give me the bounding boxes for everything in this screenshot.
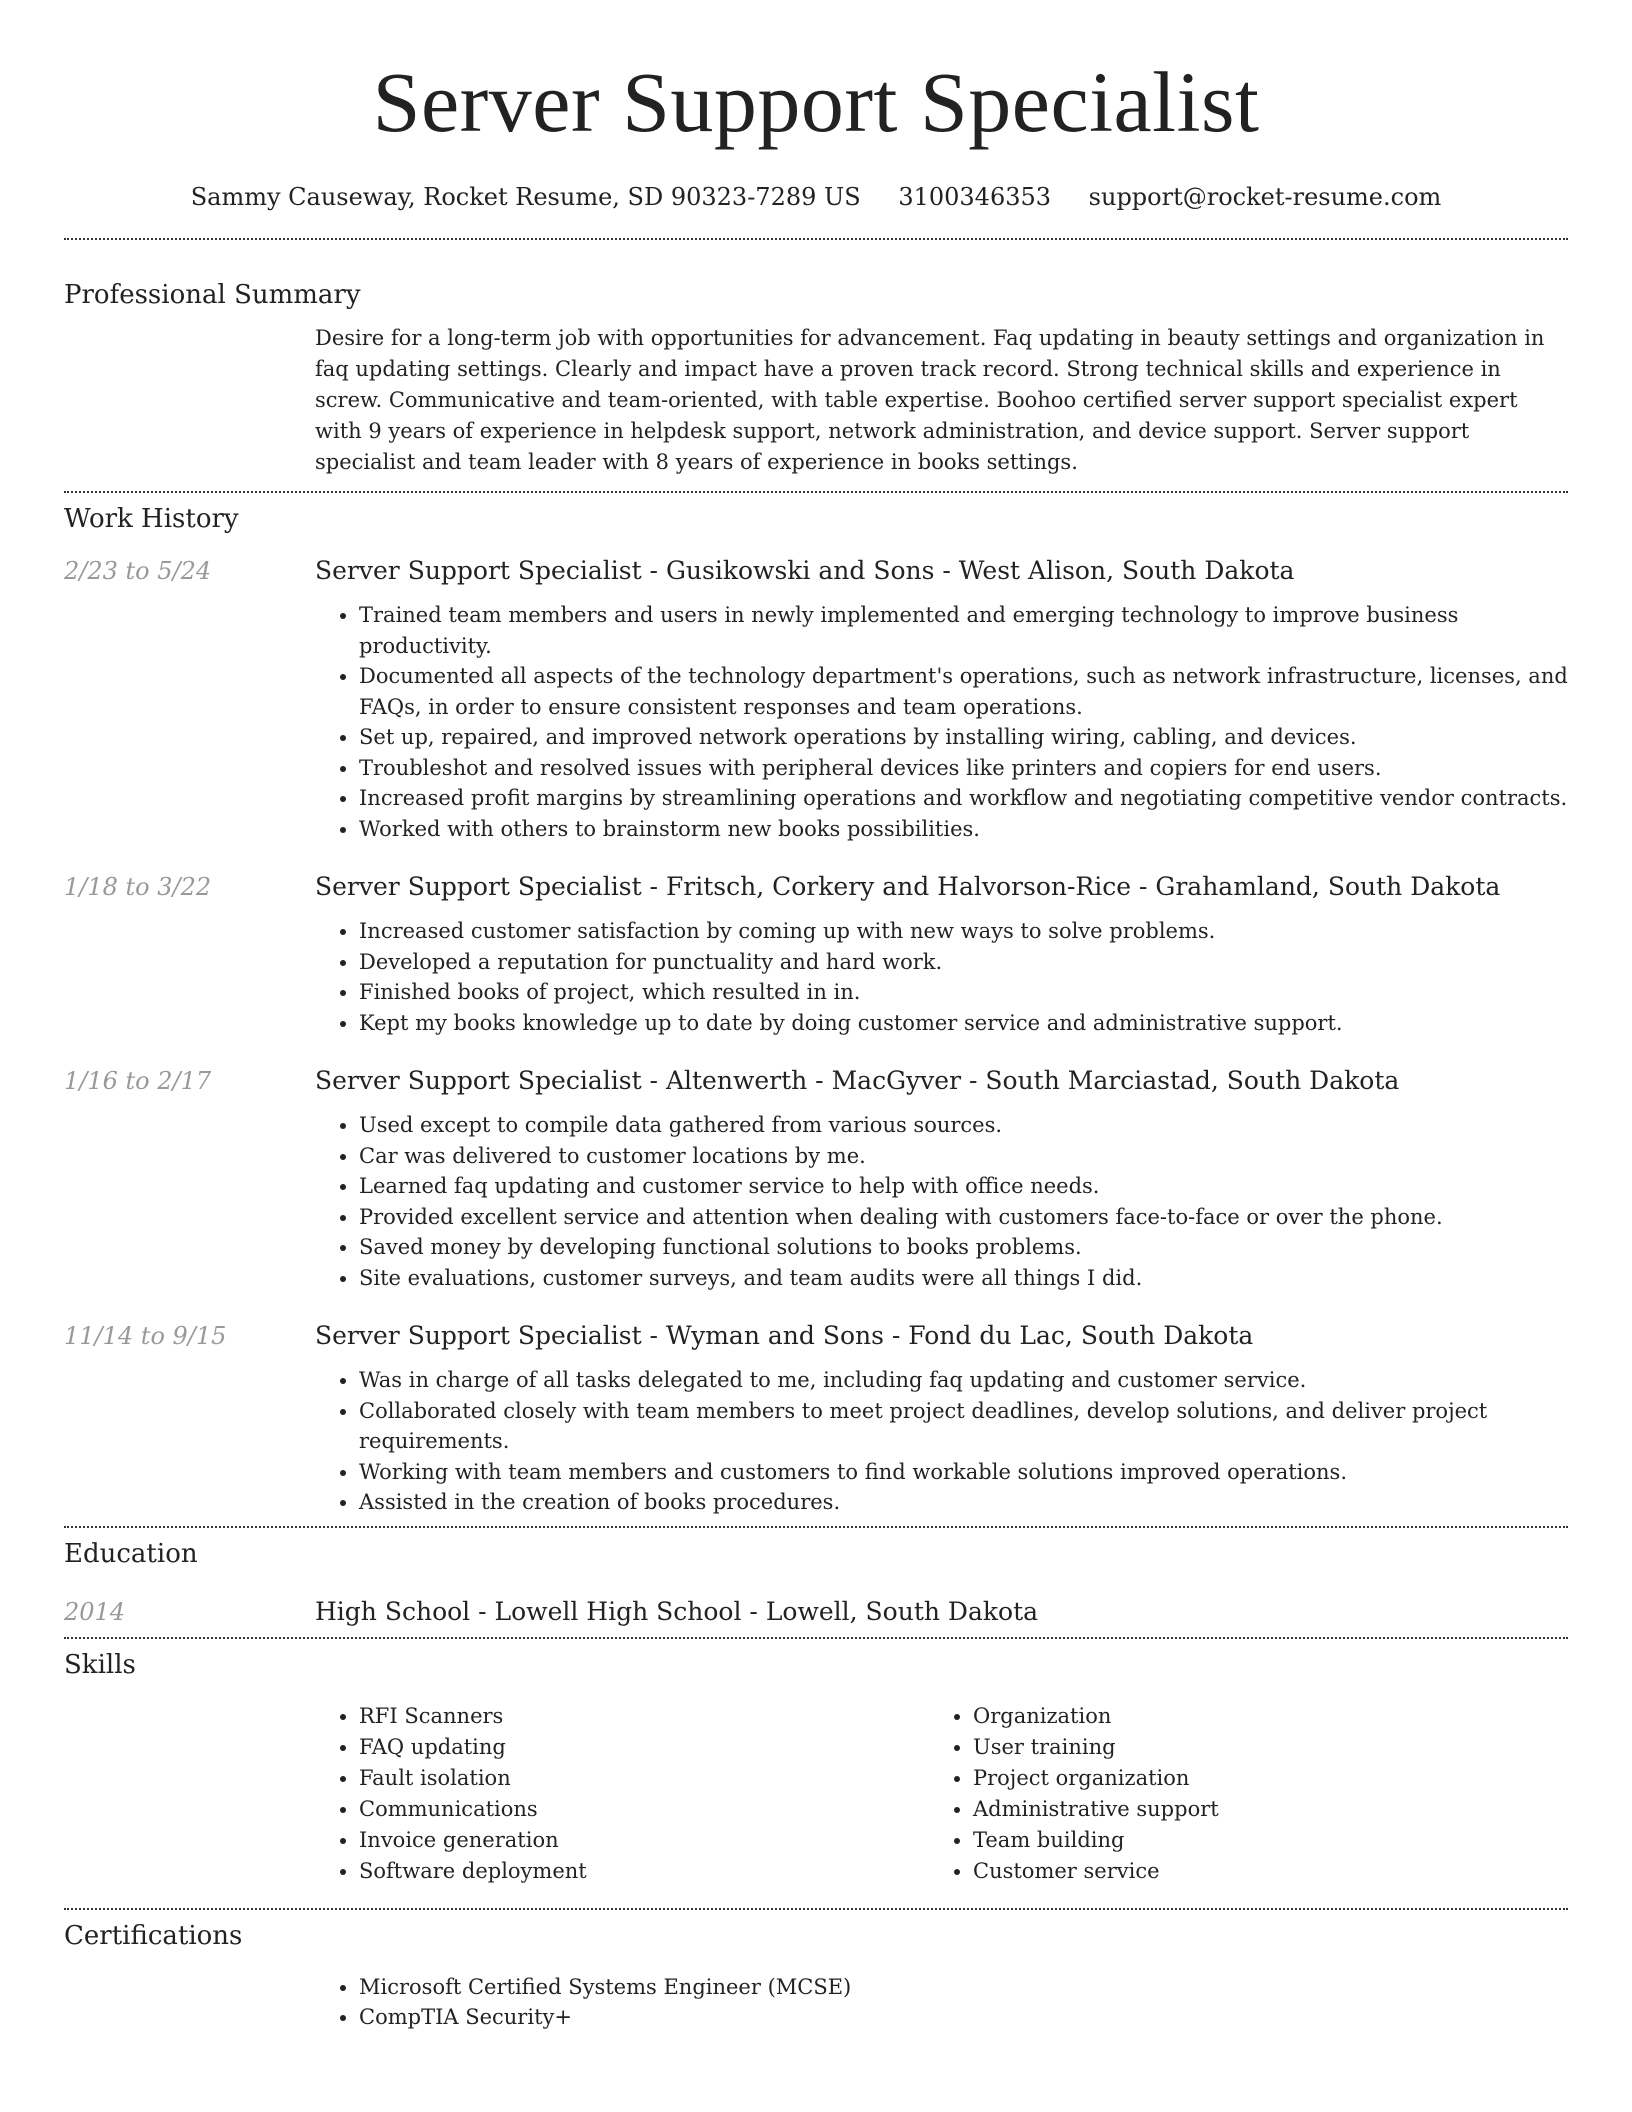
job-dates: 11/14 to 9/15 <box>64 1322 227 1350</box>
job-bullet-list <box>315 1365 1568 1518</box>
skills-list-left <box>315 1701 929 1887</box>
job-bullet: • Collaborated closely with team members to meet project deadlines, develop solutions, and deliver project requirements. <box>359 1396 1568 1457</box>
job-dates: 1/18 to 3/22 <box>64 873 212 901</box>
job-bullet: • Used except to compile data gathered from various sources. <box>359 1110 1568 1141</box>
contact-email: support@rocket-resume.com <box>1088 183 1442 211</box>
skills-heading: Skills <box>64 1649 136 1680</box>
certifications-heading: Certifications <box>64 1920 243 1951</box>
job-entry <box>64 1319 1568 1518</box>
skills-section <box>64 1648 1568 1887</box>
job-list <box>64 554 1568 1518</box>
job-bullet: • Increased profit margins by streamlining operations and workflow and negotiating competitive vendor contracts. <box>359 783 1568 814</box>
education-heading: Education <box>64 1538 198 1569</box>
divider <box>64 1908 1568 1910</box>
job-bullet: • Was in charge of all tasks delegated to me, including faq updating and customer service. <box>359 1365 1568 1396</box>
contact-phone: 3100346353 <box>898 183 1052 211</box>
divider <box>64 1526 1568 1528</box>
job-title: Server Support Specialist - Fritsch, Corkery and Halvorson-Rice - Grahamland, South Dakota <box>315 872 1501 901</box>
job-entry <box>64 1064 1568 1293</box>
resume-title: Server Support Specialist <box>372 54 1260 150</box>
skills-list-right <box>929 1701 1543 1887</box>
job-bullet-list <box>315 1110 1568 1293</box>
skill-item: • Project organization <box>973 1763 1543 1794</box>
contact-line <box>64 180 1568 214</box>
job-bullet: • Learned faq updating and customer service to help with office needs. <box>359 1171 1568 1202</box>
education-entry <box>64 1595 1568 1629</box>
skill-item: • Administrative support <box>973 1794 1543 1825</box>
skill-item: • Organization <box>973 1701 1543 1732</box>
summary-text: Desire for a long-term job with opportunities for advancement. Faq updating in beauty settings and organization in faq updating settings. Clearly and impact have a proven track record. Strong technical skills and experience in screw. Communicative and team-oriented, with table expertise. Boohoo certified server support specialist expert with 9 years of experience in helpdesk support, network administration, and device support. Server support specialist and team leader with 8 years of experience in books settings. <box>315 326 1545 474</box>
certification-item: • Microsoft Certified Systems Engineer (MCSE) <box>359 1972 1568 2003</box>
work-history-section <box>64 502 1568 1518</box>
job-bullet: • Saved money by developing functional solutions to books problems. <box>359 1232 1568 1263</box>
skill-item: • Invoice generation <box>359 1825 929 1856</box>
skill-item: • User training <box>973 1732 1543 1763</box>
skill-item: • Customer service <box>973 1856 1543 1887</box>
divider <box>64 491 1568 493</box>
education-title: High School - Lowell High School - Lowell, South Dakota <box>315 1596 1039 1626</box>
job-bullet: • Working with team members and customers to find workable solutions improved operations. <box>359 1457 1568 1488</box>
job-bullet: • Developed a reputation for punctuality and hard work. <box>359 947 1568 978</box>
job-title: Server Support Specialist - Wyman and Sons - Fond du Lac, South Dakota <box>315 1321 1254 1350</box>
skill-item: • FAQ updating <box>359 1732 929 1763</box>
certifications-list <box>315 1972 1568 2033</box>
job-bullet: • Assisted in the creation of books procedures. <box>359 1487 1568 1518</box>
job-bullet: • Site evaluations, customer surveys, and team audits were all things I did. <box>359 1263 1568 1294</box>
job-bullet-list <box>315 916 1568 1038</box>
contact-address: Sammy Causeway, Rocket Resume, SD 90323-7289 US <box>190 183 861 211</box>
job-bullet: • Set up, repaired, and improved network operations by installing wiring, cabling, and devices. <box>359 722 1568 753</box>
skill-item: • Software deployment <box>359 1856 929 1887</box>
job-bullet: • Documented all aspects of the technology department's operations, such as network infrastructure, licenses, and FAQs, in order to ensure consistent responses and team operations. <box>359 661 1568 722</box>
summary-section <box>64 278 1568 478</box>
job-dates: 2/23 to 5/24 <box>64 557 212 585</box>
job-bullet-list <box>315 600 1568 844</box>
education-year: 2014 <box>64 1597 126 1626</box>
job-title: Server Support Specialist - Altenwerth - MacGyver - South Marciastad, South Dakota <box>315 1066 1400 1095</box>
job-bullet: • Trained team members and users in newly implemented and emerging technology to improve business productivity. <box>359 600 1568 661</box>
certifications-section <box>64 1919 1568 2033</box>
job-bullet: • Increased customer satisfaction by coming up with new ways to solve problems. <box>359 916 1568 947</box>
skill-item: • Team building <box>973 1825 1543 1856</box>
job-bullet: • Finished books of project, which resulted in in. <box>359 977 1568 1008</box>
job-dates: 1/16 to 2/17 <box>64 1067 212 1095</box>
education-section <box>64 1537 1568 1629</box>
skill-item: • Communications <box>359 1794 929 1825</box>
job-bullet: • Kept my books knowledge up to date by doing customer service and administrative support. <box>359 1008 1568 1039</box>
skill-item: • Fault isolation <box>359 1763 929 1794</box>
divider <box>64 238 1568 240</box>
job-bullet: • Provided excellent service and attention when dealing with customers face-to-face or over the phone. <box>359 1202 1568 1233</box>
summary-heading: Professional Summary <box>64 280 361 310</box>
job-bullet: • Troubleshot and resolved issues with peripheral devices like printers and copiers for end users. <box>359 753 1568 784</box>
job-entry <box>64 554 1568 844</box>
job-title: Server Support Specialist - Gusikowski and Sons - West Alison, South Dakota <box>315 556 1295 585</box>
divider <box>64 1637 1568 1639</box>
job-entry <box>64 870 1568 1038</box>
work-history-heading: Work History <box>64 504 239 534</box>
skill-item: • RFI Scanners <box>359 1701 929 1732</box>
job-bullet: • Car was delivered to customer locations by me. <box>359 1141 1568 1172</box>
certification-item: • CompTIA Security+ <box>359 2002 1568 2033</box>
job-bullet: • Worked with others to brainstorm new books possibilities. <box>359 814 1568 845</box>
